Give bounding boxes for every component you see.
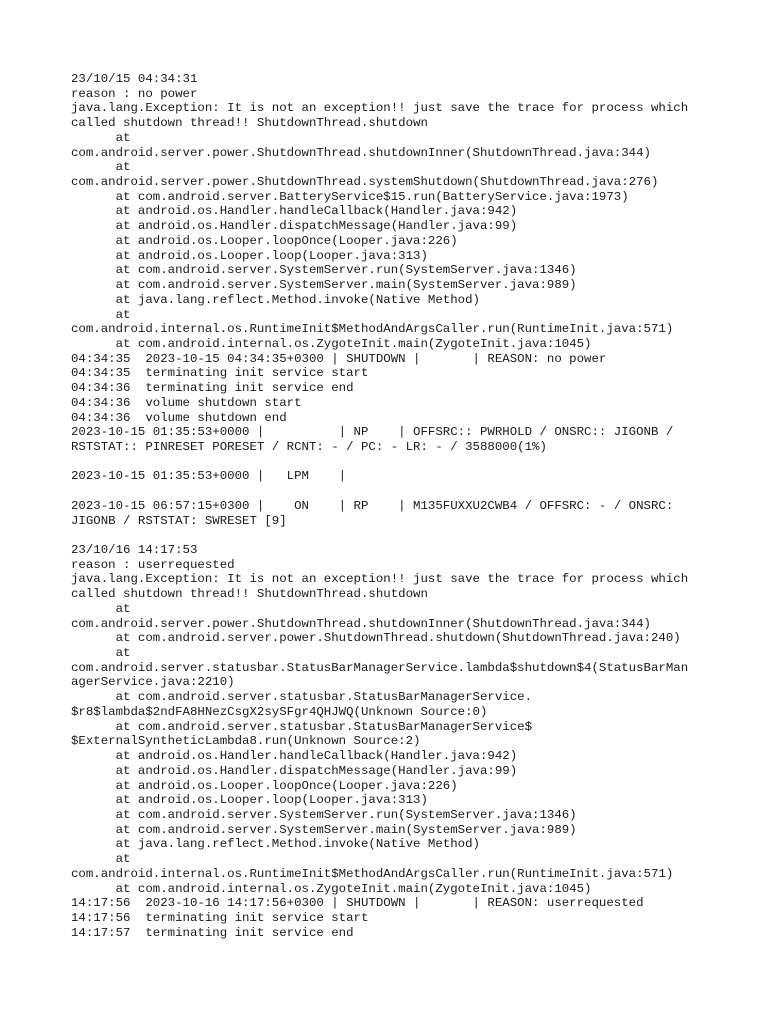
log-line: at com.android.server.statusbar.StatusBarManagerService$: [71, 719, 533, 734]
log-line: reason : userrequested: [71, 557, 235, 572]
log-line: at android.os.Handler.handleCallback(Handler.java:942): [71, 204, 518, 219]
log-line: at com.android.server.SystemServer.run(SystemServer.java:1346): [71, 807, 577, 822]
log-line: 2023-10-15 06:57:15+0300 | ON | RP | M135FUXXU2CWB4 / OFFSRC: - / ONSRC:: [71, 498, 674, 513]
log-line: java.lang.Exception: It is not an exception!! just save the trace for process which: [71, 572, 689, 587]
log-line: at: [71, 307, 131, 322]
log-line: at com.android.internal.os.ZygoteInit.main(ZygoteInit.java:1045): [71, 336, 592, 351]
blank-line: [71, 484, 728, 499]
log-line: com.android.server.power.ShutdownThread.shutdownInner(ShutdownThread.java:344): [71, 616, 651, 631]
log-line: at android.os.Handler.handleCallback(Handler.java:942): [71, 749, 518, 764]
log-line: $ExternalSyntheticLambda8.run(Unknown Source:2): [71, 734, 421, 749]
log-line: java.lang.Exception: It is not an exception!! just save the trace for process which: [71, 101, 689, 116]
log-line: com.android.server.statusbar.StatusBarManagerService.lambda$shutdown$4(StatusBarMan: [71, 660, 689, 675]
log-line: 04:34:35 2023-10-15 04:34:35+0300 | SHUTDOWN | | REASON: no power: [71, 351, 607, 366]
log-line: com.android.server.power.ShutdownThread.systemShutdown(ShutdownThread.java:276): [71, 175, 659, 190]
log-line: 14:17:56 terminating init service start: [71, 910, 369, 925]
log-line: at: [71, 852, 131, 867]
blank-line: [71, 528, 728, 543]
log-line: called shutdown thread!! ShutdownThread.shutdown: [71, 116, 428, 131]
log-line: $r8$lambda$2ndFA8HNezCsgX2sySFgr4QHJWQ(Unknown Source:0): [71, 704, 488, 719]
log-line: 04:34:35 terminating init service start: [71, 366, 369, 381]
log-line: at android.os.Looper.loop(Looper.java:313): [71, 793, 428, 808]
log-line: at: [71, 130, 131, 145]
log-line: at android.os.Looper.loopOnce(Looper.java:226): [71, 233, 458, 248]
log-line: 04:34:36 terminating init service end: [71, 381, 354, 396]
log-line: 23/10/16 14:17:53: [71, 543, 198, 557]
log-line: at java.lang.reflect.Method.invoke(Native Method): [71, 292, 480, 307]
log-line: at: [71, 601, 131, 616]
log-line: 04:34:36 volume shutdown start: [71, 395, 302, 410]
blank-line: [71, 455, 728, 470]
log-line: reason : no power: [71, 86, 198, 101]
log-body: [71, 72, 728, 940]
log-line: called shutdown thread!! ShutdownThread.shutdown: [71, 587, 428, 602]
log-line: com.android.internal.os.RuntimeInit$MethodAndArgsCaller.run(RuntimeInit.java:571): [71, 866, 674, 881]
log-line: at android.os.Looper.loop(Looper.java:313): [71, 248, 428, 263]
log-line: 04:34:36 volume shutdown end: [71, 410, 287, 425]
log-line: at com.android.server.power.ShutdownThread.shutdown(ShutdownThread.java:240): [71, 631, 681, 646]
log-line: at android.os.Handler.dispatchMessage(Handler.java:99): [71, 219, 518, 234]
log-line: RSTSTAT:: PINRESET PORESET / RCNT: - / PC: - LR: - / 3588000(1%): [71, 439, 547, 454]
log-line: 2023-10-15 01:35:53+0000 | LPM |: [71, 469, 347, 484]
log-line: at com.android.internal.os.ZygoteInit.main(ZygoteInit.java:1045): [71, 881, 592, 896]
log-line: 23/10/15 04:34:31: [71, 72, 198, 86]
log-line: at java.lang.reflect.Method.invoke(Native Method): [71, 837, 480, 852]
log-line: 2023-10-15 01:35:53+0000 | | NP | OFFSRC:: PWRHOLD / ONSRC:: JIGONB /: [71, 425, 674, 440]
log-line: at: [71, 160, 131, 175]
log-line: at com.android.server.SystemServer.main(SystemServer.java:989): [71, 278, 577, 293]
log-line: com.android.internal.os.RuntimeInit$MethodAndArgsCaller.run(RuntimeInit.java:571): [71, 322, 674, 337]
log-line: at android.os.Handler.dispatchMessage(Handler.java:99): [71, 763, 518, 778]
log-line: agerService.java:2210): [71, 675, 235, 690]
log-line: at: [71, 646, 131, 661]
log-line: at com.android.server.SystemServer.run(SystemServer.java:1346): [71, 263, 577, 278]
log-line: at android.os.Looper.loopOnce(Looper.java:226): [71, 778, 458, 793]
log-line: 14:17:56 2023-10-16 14:17:56+0300 | SHUTDOWN | | REASON: userrequested: [71, 896, 644, 911]
log-line: 14:17:57 terminating init service end: [71, 925, 354, 940]
log-line: at com.android.server.statusbar.StatusBarManagerService.: [71, 690, 533, 705]
log-line: at com.android.server.SystemServer.main(SystemServer.java:989): [71, 822, 577, 837]
log-line: at com.android.server.BatteryService$15.run(BatteryService.java:1973): [71, 189, 629, 204]
log-line: com.android.server.power.ShutdownThread.shutdownInner(ShutdownThread.java:344): [71, 145, 651, 160]
log-line: JIGONB / RSTSTAT: SWRESET [9]: [71, 513, 287, 528]
